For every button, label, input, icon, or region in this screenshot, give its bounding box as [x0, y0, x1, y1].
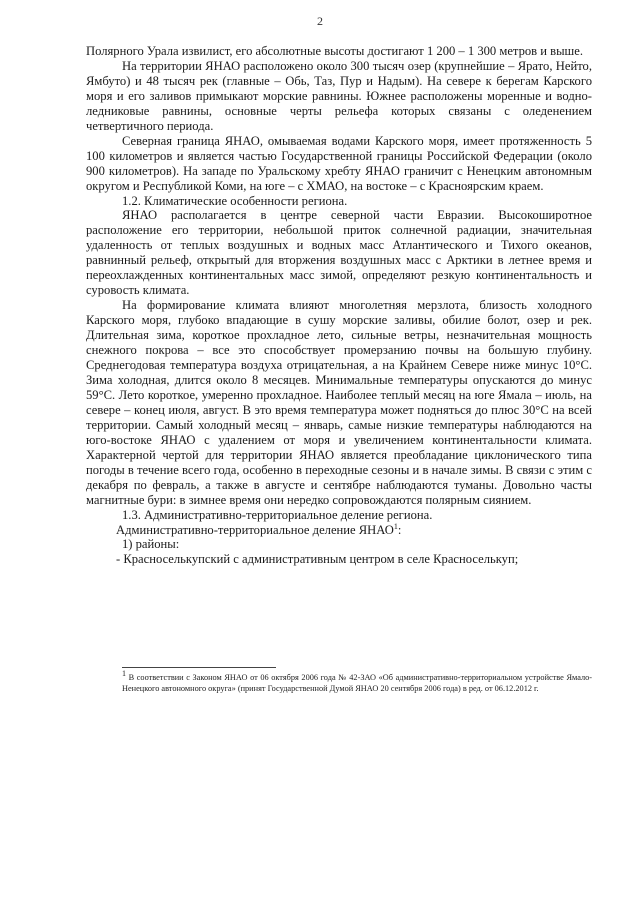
paragraph-climate-formation: На формирование климата влияют многолетняя мерзлота, близость холодного Карского моря, глубоко впадающие в сушу морские заливы, обилие болот, озер и рек. Длительная зима, короткое прохладное лето, сильные ветры, незначительная мощность снежного покрова – все это способствует промерзанию почвы на большую глубину. Среднегодовая температура воздуха отрицательная, а на Крайнем Севере ниже минус 10°С. Зима холодная, длится около 8 месяцев. Минимальные температуры опускаются до минус 59°С. Лето короткое, умеренно прохладное. Наиболее теплый месяц на юге Ямала – июль, на севере – конец июля, август. В это время температура может подняться до плюс 30°С на всей территории. Самый холодный месяц – январь, самые низкие температуры наблюдаются на юго-востоке ЯНАО с удалением от моря и увеличением континентальности климата. Характерной чертой для территории ЯНАО является преобладание циклонического типа погоды в течение всего года, особенно в переходные сезоны и в начале зимы. В связи с этим с декабря по февраль, а также в августе и сентябре наблюдаются туманы. Довольно часты магнитные бури: в зимнее время они нередко сопровождаются полярным сиянием. [86, 298, 592, 507]
footnote [122, 669, 592, 694]
list-heading-districts: 1) районы: [122, 537, 180, 552]
section-heading-climate: 1.2. Климатические особенности региона. [122, 193, 348, 208]
page-number: 2 [317, 14, 323, 28]
paragraph-relief-ural: Полярного Урала извилист, его абсолютные высоты достигают 1 200 – 1 300 метров и выше. [86, 44, 583, 58]
footnote-mark: 1 [122, 669, 126, 679]
body-text [86, 44, 592, 567]
paragraph-borders: Северная граница ЯНАО, омываемая водами Карского моря, имеет протяженность 5 100 километров и является частью Государственной границы Российской Федерации (около 900 километров). На западе по Уральскому хребту ЯНАО граничит с Ненецким автономным округом и Республикой Коми, на юге – с ХМАО, на востоке – с Красноярским краем. [86, 133, 592, 193]
list-item-krasnoselkup: - Красноселькупский с административным центром в селе Красноселькуп; [116, 552, 519, 567]
paragraph-lakes-rivers: На территории ЯНАО расположено около 300 тысяч озер (крупнейшие – Ярато, Нейто, Ямбуто) и 48 тысяч рек (главные – Обь, Таз, Пур и Надым). На севере к берегам Карского моря и его заливов примыкают морские равнины. Южнее расположены моренные и водно-ледниковые равнины, основные черты рельефа которых связаны с оледенением четвертичного периода. [86, 58, 592, 133]
paragraph-administrative-division [86, 523, 592, 538]
paragraph-climate-location: ЯНАО располагается в центре северной части Евразии. Высокоширотное расположение его территории, небольшой приток солнечной радиации, значительная удаленность от теплых воздушных и водных масс Атлантического и Тихого океанов, равнинный рельеф, открытый для вторжения воздушных масс с Арктики в летнее время и переохлажденных континентальных масс зимой, определяют резкую континентальность и суровость климата. [86, 208, 592, 298]
administrative-division-colon: : [397, 522, 402, 537]
section-heading-administrative: 1.3. Административно-территориальное деление региона. [122, 507, 433, 522]
footnote-reference[interactable]: 1 [393, 521, 398, 531]
footnote-separator [122, 667, 276, 668]
footnote-text: В соответствии с Законом ЯНАО от 06 октября 2006 года № 42-ЗАО «Об административно-территориальном устройстве Ямало-Ненецкого автономного округа» (принят Государственной Думой ЯНАО 20 сентября 2006 года) в ред. от 06.12.2012 г. [122, 673, 592, 693]
administrative-division-text: Административно-территориальное деление ЯНАО [116, 522, 394, 537]
